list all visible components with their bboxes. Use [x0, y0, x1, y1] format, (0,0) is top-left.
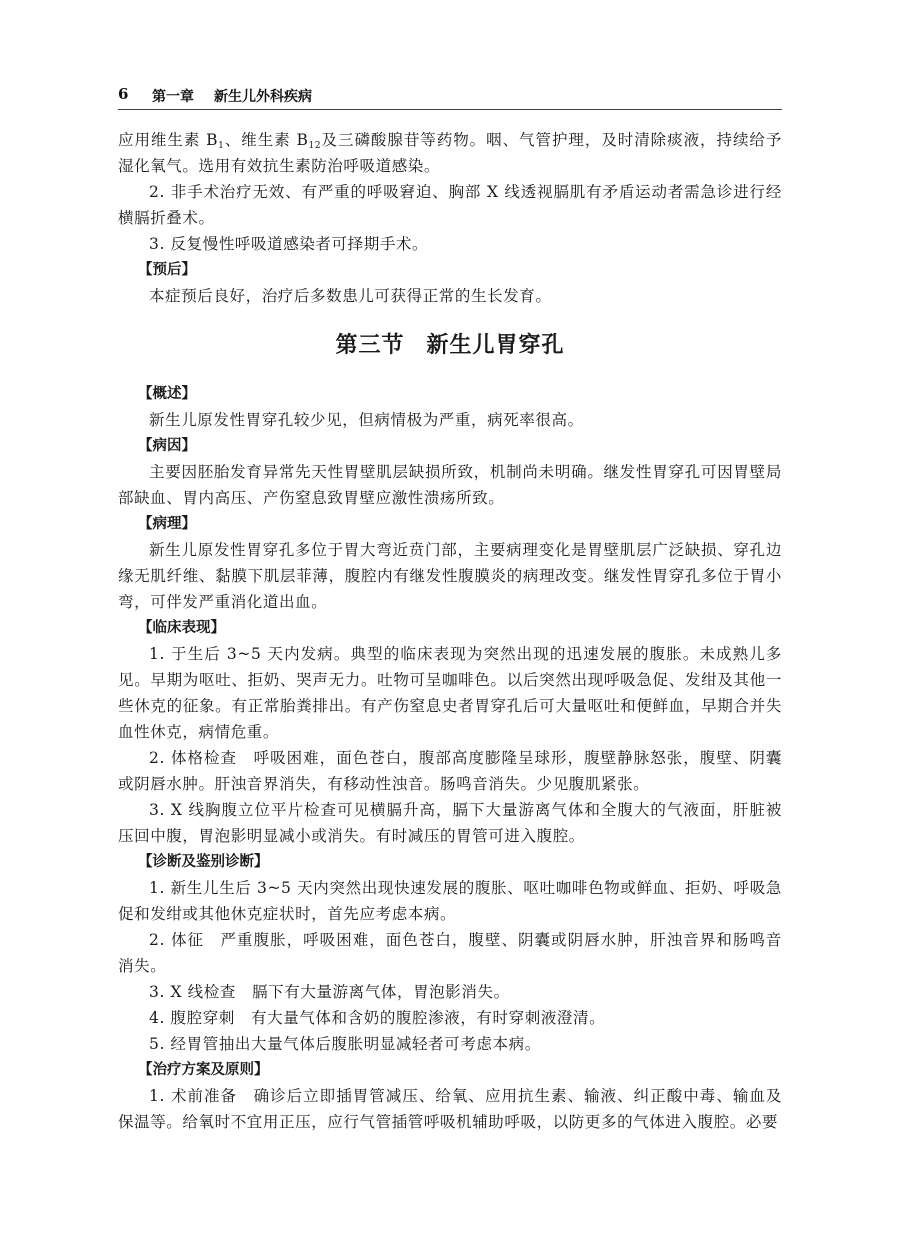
etiology-heading: 【病因】	[138, 438, 196, 454]
overview-text: 新生儿原发性胃穿孔较少见，但病情极为严重，病死率很高。	[149, 411, 584, 429]
treatment-item-3: 3. 反复慢性呼吸道感染者可择期手术。	[149, 235, 429, 253]
page-body	[118, 127, 782, 1135]
prognosis-heading: 【预后】	[138, 262, 196, 278]
chapter-label: 第一章	[152, 89, 194, 105]
section-number: 第三节	[335, 333, 405, 358]
diagnosis-item-1: 1. 新生儿生后 3~5 天内突然出现快速发展的腹胀、呕吐咖啡色物或鲜血、拒奶、呼吸急促和发绀或其他休克症状时，首先应考虑本病。	[118, 879, 782, 923]
treatment-item-2: 2. 非手术治疗无效、有严重的呼吸窘迫、胸部 X 线透视膈肌有矛盾运动者需急诊进行经横膈折叠术。	[118, 183, 782, 227]
section-title	[118, 329, 782, 363]
clinical-item-2: 2. 体格检查 呼吸困难，面色苍白，腹部高度膨隆呈球形，腹壁静脉怒张，腹壁、阴囊或阴唇水肿。肝浊音界消失，有移动性浊音。肠鸣音消失。少见腹肌紧张。	[118, 749, 782, 793]
prognosis-text: 本症预后良好，治疗后多数患儿可获得正常的生长发育。	[149, 287, 552, 305]
diagnosis-item-3: 3. X 线检查 膈下有大量游离气体，胃泡影消失。	[149, 983, 510, 1001]
clinical-item-1: 1. 于生后 3~5 天内发病。典型的临床表现为突然出现的迅速发展的腹胀。未成熟儿多见。早期为呕吐、拒奶、哭声无力。吐物可呈咖啡色。以后突然出现呼吸急促、发绀及其他一些休克的征象。有正常胎粪排出。有产伤窒息史者胃穿孔后可大量呕吐和便鲜血，早期合并失血性休克，病情危重。	[118, 645, 782, 741]
chapter-name: 新生儿外科疾病	[214, 89, 312, 105]
diagnosis-item-4: 4. 腹腔穿刺 有大量气体和含奶的腹腔渗液，有时穿刺液澄清。	[149, 1009, 606, 1027]
running-head	[118, 83, 782, 110]
overview-heading: 【概述】	[138, 386, 196, 402]
continued-paragraph: 应用维生素 $B_1$、维生素 $B_{12}$及三磷酸腺苷等药物。咽、气管护理，及时清除痰液，持续给予湿化氧气。选用有效抗生素防治呼吸道感染。	[118, 131, 782, 175]
page-number: 6	[118, 85, 129, 103]
pathology-heading: 【病理】	[138, 516, 196, 532]
clinical-item-3: 3. X 线胸腹立位平片检查可见横膈升高，膈下大量游离气体和全腹大的气液面，肝脏被压回中腹，胃泡影明显减小或消失。有时减压的胃管可进入腹腔。	[118, 801, 782, 845]
diagnosis-heading: 【诊断及鉴别诊断】	[138, 854, 269, 870]
section-name: 新生儿胃穿孔	[426, 333, 565, 358]
etiology-text: 主要因胚胎发育异常先天性胃壁肌层缺损所致，机制尚未明确。继发性胃穿孔可因胃壁局部缺血、胃内高压、产伤窒息致胃壁应激性溃疡所致。	[118, 463, 782, 507]
diagnosis-item-2: 2. 体征 严重腹胀，呼吸困难，面色苍白，腹壁、阴囊或阴唇水肿，肝浊音界和肠鸣音消失。	[118, 931, 782, 975]
treatment-heading: 【治疗方案及原则】	[138, 1062, 269, 1078]
pathology-text: 新生儿原发性胃穿孔多位于胃大弯近贲门部，主要病理变化是胃壁肌层广泛缺损、穿孔边缘无肌纤维、黏膜下肌层菲薄，腹腔内有继发性腹膜炎的病理改变。继发性胃穿孔多位于胃小弯，可伴发严重消化道出血。	[118, 541, 782, 611]
treatment-item-1: 1. 术前准备 确诊后立即插胃管减压、给氧、应用抗生素、输液、纠正酸中毒、输血及保温等。给氧时不宜用正压，应行气管插管呼吸机辅助呼吸，以防更多的气体进入腹腔。必要	[118, 1087, 782, 1131]
clinical-heading: 【临床表现】	[138, 620, 225, 636]
diagnosis-item-5: 5. 经胃管抽出大量气体后腹胀明显减轻者可考虑本病。	[149, 1035, 541, 1053]
